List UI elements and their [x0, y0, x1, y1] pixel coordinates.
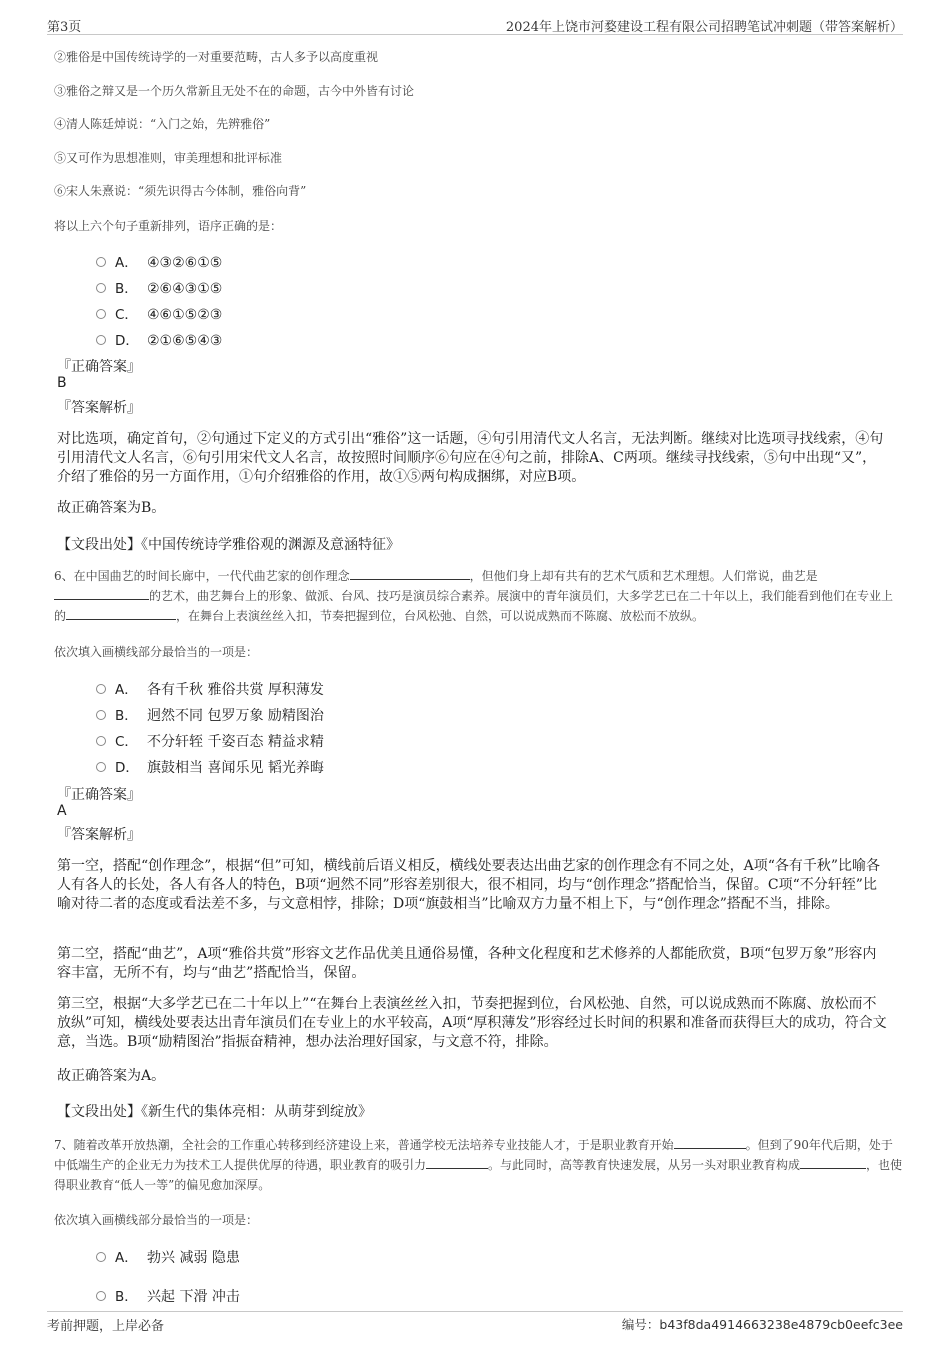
page-footer [47, 1311, 903, 1334]
q6-answer-tag: 『正确答案』 [57, 787, 141, 803]
q5-line: ②雅俗是中国传统诗学的一对重要范畴，古人多予以高度重视 [54, 50, 379, 64]
page-header [47, 14, 903, 35]
code-label: 编号： [621, 1317, 660, 1332]
q6-option-a[interactable]: A． 各有千秋 雅俗共赏 厚积薄发 [96, 678, 324, 699]
q6-option-c[interactable]: C． 不分轩轾 千姿百态 精益求精 [96, 730, 324, 751]
q6-source: 【文段出处】《新生代的集体亮相：从萌芽到绽放》 [57, 1104, 372, 1120]
q5-line: ⑤又可作为思想准则，审美理想和批评标准 [54, 151, 283, 165]
document-title: 2024年上饶市河婺建设工程有限公司招聘笔试冲刺题（带答案解析） [505, 20, 903, 35]
q6-analysis: 第二空，搭配“曲艺”，A项“雅俗共赏”形容文艺作品优美且通俗易懂，各种文化程度和艺术修养的人都能欣赏，B项“包罗万象”形容内容丰富，无所不有，均与“曲艺”搭配恰当，保留。 [57, 946, 877, 981]
radio-icon[interactable] [96, 257, 106, 267]
blank-line [350, 567, 470, 580]
q6-stem: 6、在中国曲艺的时间长廊中，一代代曲艺家的创作理念 ，但他们身上却有共有的艺术气质和艺术理想。人们常说，曲艺是的艺术，曲艺舞台上的形象、做派、台风、技巧是演员综合素养。展演中的青年演员们，大多学艺已在二十年以上，我们能看到他们在专业上的 ，在舞台上表演丝丝入扣，节奏把握到位，台风松弛、自然，可以说成熟而不陈腐、放松而不放纵。 [54, 569, 894, 623]
radio-icon[interactable] [96, 335, 106, 345]
q5-answer-tag: 『正确答案』 [57, 359, 141, 375]
radio-icon[interactable] [96, 736, 106, 746]
q6-conclusion: 故正确答案为A。 [57, 1068, 166, 1084]
q7-prompt: 依次填入画横线部分最恰当的一项是： [54, 1213, 259, 1227]
q5-line: ⑥宋人朱熹说：“须先识得古今体制，雅俗向背” [54, 184, 307, 198]
q5-prompt: 将以上六个句子重新排列，语序正确的是： [54, 219, 283, 233]
radio-icon[interactable] [96, 1252, 106, 1262]
q7-option-b[interactable]: B． 兴起 下滑 冲击 [96, 1285, 240, 1306]
q5-source: 【文段出处】《中国传统诗学雅俗观的渊源及意涵特征》 [57, 537, 400, 553]
page-number: 第3页 [47, 20, 82, 35]
q6-analysis: 第一空，搭配“创作理念”，根据“但”可知，横线前后语义相反，横线处要表达出曲艺家的创作理念有不同之处，A项“各有千秋”比喻各人有各人的长处，各人有各人的特色，B项“迥然不同”形容差别很大，很不相同，均与“创作理念”搭配恰当，保留。C项“不分轩轾”比喻对待二者的态度或看法差不多，与文意相悖，排除；D项“旗鼓相当”比喻双方力量不相上下，与“创作理念”搭配不当，排除。 [57, 858, 881, 912]
blank-line [674, 1136, 746, 1149]
q5-option-b[interactable]: B． ②⑥④③①⑤ [96, 277, 222, 297]
q6-answer: A [57, 803, 67, 819]
q6-analysis: 第三空，根据“大多学艺已在二十年以上”“在舞台上表演丝丝入扣，节奏把握到位，台风松弛、自然，可以说成熟而不陈腐、放松而不放纵”可知，横线处要表达出青年演员们在专业上的水平较高，A项“厚积薄发”形容经过长时间的积累和准备而获得巨大的成功，符合文意，当选。B项“励精图治”指振奋精神，想办法治理好国家，与文意不符，排除。 [57, 996, 887, 1050]
q6-prompt: 依次填入画横线部分最恰当的一项是： [54, 645, 259, 659]
q6-option-d[interactable]: D． 旗鼓相当 喜闻乐见 韬光养晦 [96, 756, 324, 777]
q5-line: ③雅俗之辩又是一个历久常新且无处不在的命题，古今中外皆有讨论 [54, 84, 415, 98]
q5-option-a[interactable]: A． ④③②⑥①⑤ [96, 251, 222, 271]
radio-icon[interactable] [96, 309, 106, 319]
q5-option-d[interactable]: D． ②①⑥⑤④③ [96, 329, 222, 349]
q5-analysis: 对比选项，确定首句，②句通过下定义的方式引出“雅俗”这一话题，④句引用清代文人名言，无法判断。继续对比选项寻找线索，④句引用清代文人名言，⑥句引用宋代文人名言，故按照时间顺序⑥句应在④句之前，排除A、C两项。继续寻找线索，⑤句中出现“又”，介绍了雅俗的另一方面作用，①句介绍雅俗的作用，故①⑤两句构成捆绑，对应B项。 [57, 431, 884, 485]
blank-line [54, 587, 149, 600]
radio-icon[interactable] [96, 1291, 106, 1301]
blank-line [426, 1156, 488, 1169]
radio-icon[interactable] [96, 762, 106, 772]
q5-answer: B [57, 375, 67, 391]
q6-analysis-tag: 『答案解析』 [57, 827, 141, 843]
radio-icon[interactable] [96, 684, 106, 694]
q7-option-a[interactable]: A． 勃兴 减弱 隐患 [96, 1246, 240, 1267]
q5-option-c[interactable]: C． ④⑥①⑤②③ [96, 303, 222, 323]
q5-line: ④清人陈廷焯说：“入门之始，先辨雅俗” [54, 117, 271, 131]
q5-analysis-tag: 『答案解析』 [57, 400, 141, 416]
blank-line [66, 607, 176, 620]
radio-icon[interactable] [96, 283, 106, 293]
q5-conclusion: 故正确答案为B。 [57, 500, 166, 516]
document-code [622, 1315, 903, 1333]
radio-icon[interactable] [96, 710, 106, 720]
q6-option-b[interactable]: B． 迥然不同 包罗万象 励精图治 [96, 704, 324, 725]
code-value: b43f8da4914663238e4879cb0eefc3ee [659, 1317, 903, 1332]
q7-stem: 7、随着改革开放热潮，全社会的工作重心转移到经济建设上来，普通学校无法培养专业技能人才，于是职业教育开始 。但到了90年代后期，处于中低端生产的企业无力为技术工人提供优厚的待遇，职业教育的吸引力 。与此同时，高等教育快速发展，从另一头对职业教育构成 ，也使得职业教育“低人一等”的偏见愈加深厚。 [54, 1138, 903, 1192]
footer-slogan: 考前押题，上岸必备 [47, 1319, 165, 1334]
blank-line [800, 1156, 866, 1169]
